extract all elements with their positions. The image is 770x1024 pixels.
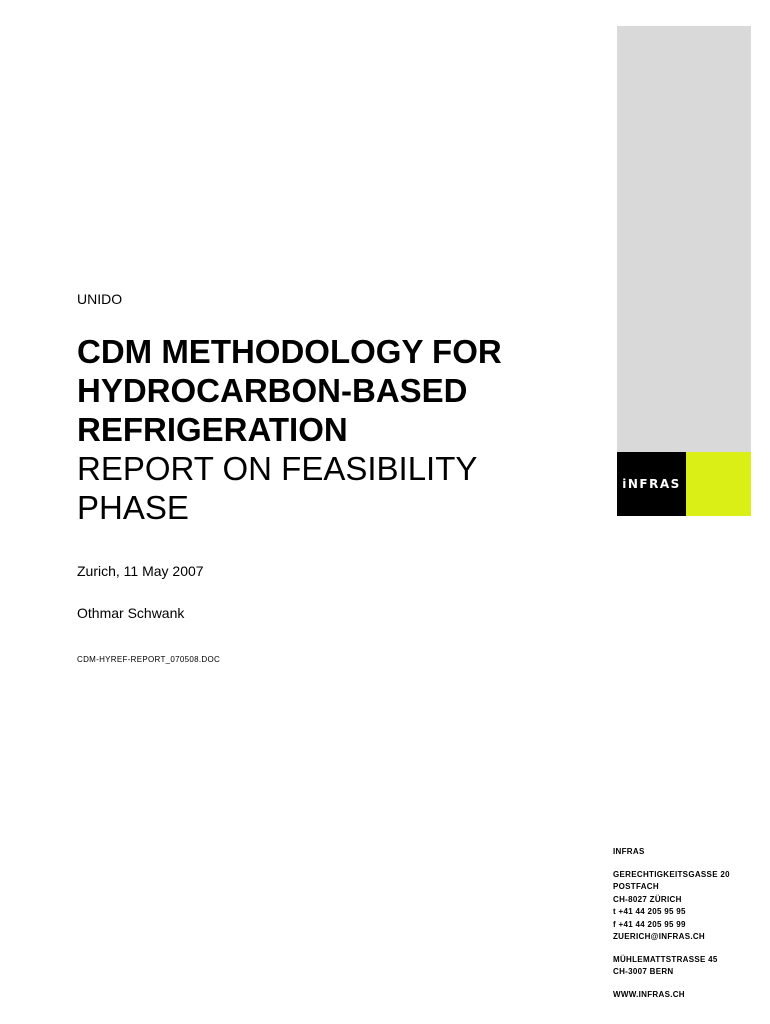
author: Othmar Schwank xyxy=(77,605,185,621)
website: WWW.INFRAS.CH xyxy=(613,989,685,999)
report-title xyxy=(77,332,597,527)
address-line: CH-8027 ZÜRICH xyxy=(613,894,682,904)
title-line: REFRIGERATION xyxy=(77,411,348,448)
phone-number: t +41 44 205 95 95 xyxy=(613,907,686,916)
infras-logo xyxy=(617,452,686,516)
title-line: HYDROCARBON-BASED xyxy=(77,372,468,409)
fax-number: f +41 44 205 95 99 xyxy=(613,919,686,929)
logo-text: iNFRAS xyxy=(622,477,681,491)
company-name: INFRAS xyxy=(613,847,645,856)
address-line: CH-3007 BERN xyxy=(613,967,674,976)
document-reference: CDM-HYREF-REPORT_070508.DOC xyxy=(77,655,221,664)
place-date: Zurich, 11 May 2007 xyxy=(77,563,204,579)
logo-green-block xyxy=(686,452,751,516)
client-name: UNIDO xyxy=(77,291,123,307)
email-address: ZUERICH@INFRAS.CH xyxy=(613,932,706,941)
address-line: GERECHTIGKEITSGASSE 20 xyxy=(613,869,730,879)
decorative-gray-band xyxy=(617,26,751,452)
address-line: MÜHLEMATTSTRASSE 45 xyxy=(613,954,718,964)
title-line: CDM METHODOLOGY FOR xyxy=(77,333,502,370)
subtitle-line: PHASE xyxy=(77,489,189,526)
address-line: POSTFACH xyxy=(613,882,659,891)
subtitle-line: REPORT ON FEASIBILITY xyxy=(77,450,478,487)
company-address xyxy=(613,846,763,1001)
